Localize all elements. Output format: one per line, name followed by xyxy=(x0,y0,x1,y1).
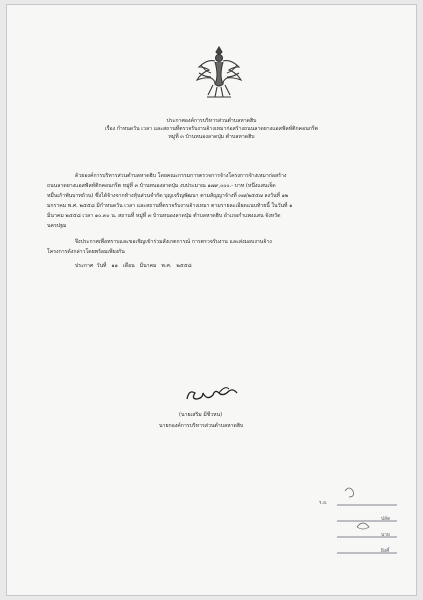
header-line-2: เรื่อง กำหนดวัน เวลา และสถานที่ตรวจรับงานจ้างเหมาก่อสร้างถนนลาดยางแอสฟัลท์ติกคอนกรีต xyxy=(104,126,319,132)
announce-year: ๒๕๕๘ xyxy=(176,263,192,269)
announce-month-label: เดือน xyxy=(122,263,135,269)
announce-prefix: ประกาศ xyxy=(75,263,94,269)
stamp-line-4: ผิงคิ์ xyxy=(381,549,390,554)
announce-day-label: วันที่ xyxy=(96,263,107,269)
body-para1-line-1: ด้วยองค์การบริหารส่วนตำบลหาดฮิบ โดยคณะกรรมการตรวจการจ้างโครงการจ้างเหมาก่อสร้าง xyxy=(75,173,287,179)
body-para2-line-1: จึงประกาศเพื่อทราบและขอเชิญเข้าร่วมสังเกตการณ์ การตรวจรับงาน และส่งมอบงานจ้าง xyxy=(75,239,272,245)
header-line-1: ประกาศองค์การบริหารส่วนตำบลหาดฮิบ xyxy=(166,118,257,124)
handwritten-signature xyxy=(183,385,243,405)
announce-day: ๑๑ xyxy=(111,263,118,269)
body-para2-line-2: โครงการดังกล่าวโดยพร้อมเพียงกัน xyxy=(47,249,125,255)
body-para1-line-5: มีนาคม ๒๕๕๘ เวลา ๑๐.๓๐ น. สถานที่ หมู่ที่ ๓ บ้านหนองลาดปุ่ม ตำบลหาดฮิบ อำเภอกำแพงแสน จังหวัด xyxy=(47,213,281,219)
body-para1-line-3: หมื่นเก้าพันบาทถ้วน) ซึ่งได้จ้างจากห้างหุ้นส่วนจำกัด บุญเจริญพัฒนา ตามสัญญาจ้างที่ ๓๗/๒๕๕๗ ลงวันที่ ๑๒ xyxy=(47,193,289,199)
body-para1-line-6: นครปฐม xyxy=(47,223,67,229)
body-para1-line-2: ถนนลาดยางแอสฟัลท์ติกคอนกรีต หมู่ที่ ๓ บ้านหนองลาดปุ่ม งบประมาณ ๑๗๙,๐๐๐.- บาท (หนึ่งแสนเจ็ด xyxy=(47,183,276,189)
signer-name: (นายเสริม มีชีวหน) xyxy=(179,412,223,418)
stamp-line-3: นาย xyxy=(381,533,390,538)
header-line-3: หมู่ที่ ๓ บ้านหนองลาดปุ่ม ตำบลหาดฮิบ xyxy=(168,134,255,140)
stamp-line-2: ปลัด xyxy=(381,517,391,522)
routing-stamp xyxy=(317,483,407,569)
body-para1-line-4: มกราคม พ.ศ. ๒๕๕๘ มีกำหนดวัน เวลา และสถานที่ตรวจรับงานจ้างเหมา ตามรายละเอียดแนบท้ายนี้ ในวันที่ ๑ xyxy=(47,203,293,209)
document-page xyxy=(6,4,417,596)
announce-month: มีนาคม xyxy=(139,263,157,269)
announce-year-label: พ.ศ. xyxy=(161,263,172,269)
announce-line xyxy=(75,263,192,269)
stamp-line-1: ร.อ. xyxy=(319,501,328,506)
signer-title: นายกองค์การบริหารส่วนตำบลหาดฮิบ xyxy=(159,423,244,429)
garuda-emblem-icon xyxy=(195,43,243,101)
